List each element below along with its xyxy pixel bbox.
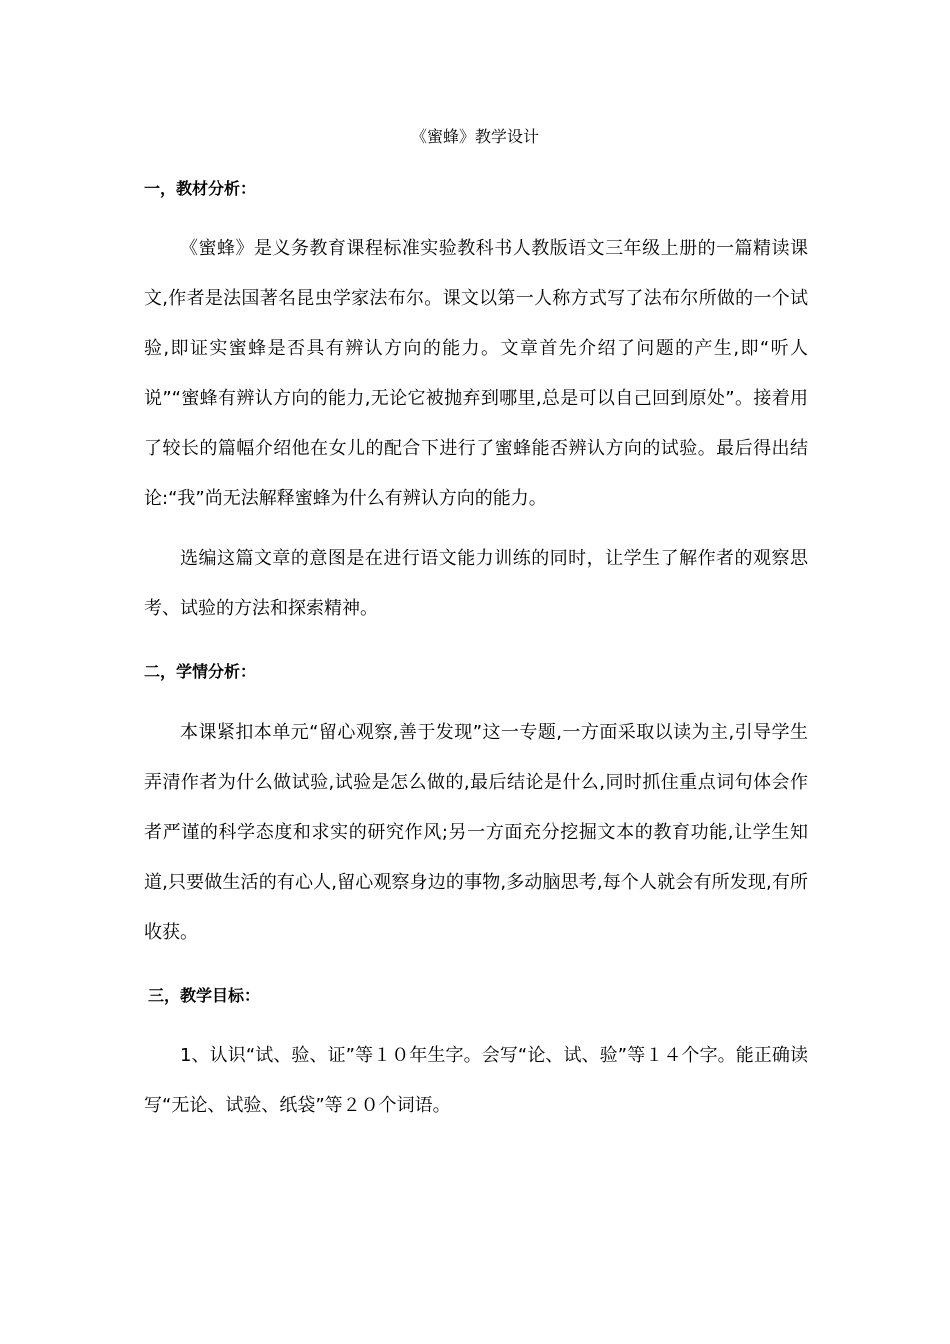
section-heading-textbook-analysis: 一，教材分析：	[144, 179, 257, 198]
paragraph-learner-analysis: 本课紧扣本单元“留心观察,善于发现”这一专题,一方面采取以读为主,引导学生弄清作者为什么做试验,试验是怎么做的,最后结论是什么,同时抓住重点词句体会作者严谨的科学态度和求实的研究作风;另一方面充分挖掘文本的教育功能,让学生知道,只要做生活的有心人,留心观察身边的事物,多动脑思考,每个人就会有所发现,有所收获。	[144, 722, 808, 943]
paragraph-teaching-objective-1: 1、认识“试、验、证”等１０年生字。会写“论、试、验”等１４个字。能正确读写“无论、试验、纸袋”等２０个词语。	[144, 1045, 808, 1116]
section-heading-teaching-objectives: 三，教学目标：	[148, 986, 261, 1005]
paragraph-textbook-analysis-2: 选编这篇文章的意图是在进行语文能力训练的同时，让学生了解作者的观察思考、试验的方法和探索精神。	[144, 548, 808, 619]
section-heading-learner-analysis: 二，学情分析：	[144, 662, 257, 681]
paragraph-textbook-analysis-1: 《蜜蜂》是义务教育课程标准实验教科书人教版语文三年级上册的一篇精读课文,作者是法国著名昆虫学家法布尔。课文以第一人称方式写了法布尔所做的一个试验,即证实蜜蜂是否具有辨认方向的能力。文章首先介绍了问题的产生,即“听人说”“蜜蜂有辨认方向的能力,无论它被抛弃到哪里,总是可以自己回到原处”。接着用了较长的篇幅介绍他在女儿的配合下进行了蜜蜂能否辨认方向的试验。最后得出结论:“我”尚无法解释蜜蜂为什么有辨认方向的能力。	[144, 238, 808, 509]
document-title: 《蜜蜂》教学设计	[410, 127, 539, 146]
